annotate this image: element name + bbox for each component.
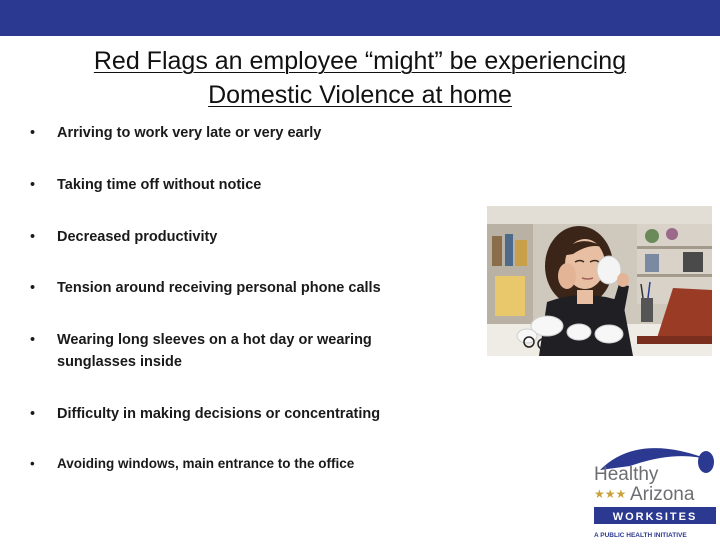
bullet-marker: • [30, 229, 36, 245]
bullet-text: Taking time off without notice [57, 177, 262, 193]
logo-line1: Healthy [594, 464, 659, 485]
bullet-marker: • [30, 280, 36, 296]
photo-illustration [487, 206, 712, 356]
logo-stars: ★★★ [594, 487, 627, 501]
bullet-marker: • [30, 456, 35, 471]
header-bar [0, 0, 720, 36]
stressed-worker-photo [487, 206, 712, 356]
bullet-marker: • [30, 177, 36, 193]
bullet-text: Difficulty in making decisions or concentrating [57, 406, 381, 422]
title-line-1: Red Flags an employee “might” be experiencing [93, 47, 627, 75]
logo-tagline: A PUBLIC HEALTH INITIATIVE [594, 532, 687, 539]
healthy-arizona-logo [590, 440, 718, 540]
title-line-2: Domestic Violence at home [208, 81, 512, 109]
bullet-marker: • [30, 125, 36, 141]
bullet-marker: • [30, 332, 36, 348]
bullet-text: Arriving to work very late or very early [57, 125, 322, 141]
bullet-text: Wearing long sleeves on a hot day or wearing sunglasses inside [57, 332, 372, 370]
bullet-marker: • [30, 406, 36, 422]
bullet-text: Tension around receiving personal phone calls [57, 280, 381, 296]
logo-graphic [590, 440, 718, 540]
bullet-text: Avoiding windows, main entrance to the office [57, 456, 355, 471]
logo-band: WORKSITES [612, 511, 698, 523]
bullet-text: Decreased productivity [57, 229, 218, 245]
slide-title [60, 44, 660, 112]
logo-line2: Arizona [630, 484, 695, 505]
